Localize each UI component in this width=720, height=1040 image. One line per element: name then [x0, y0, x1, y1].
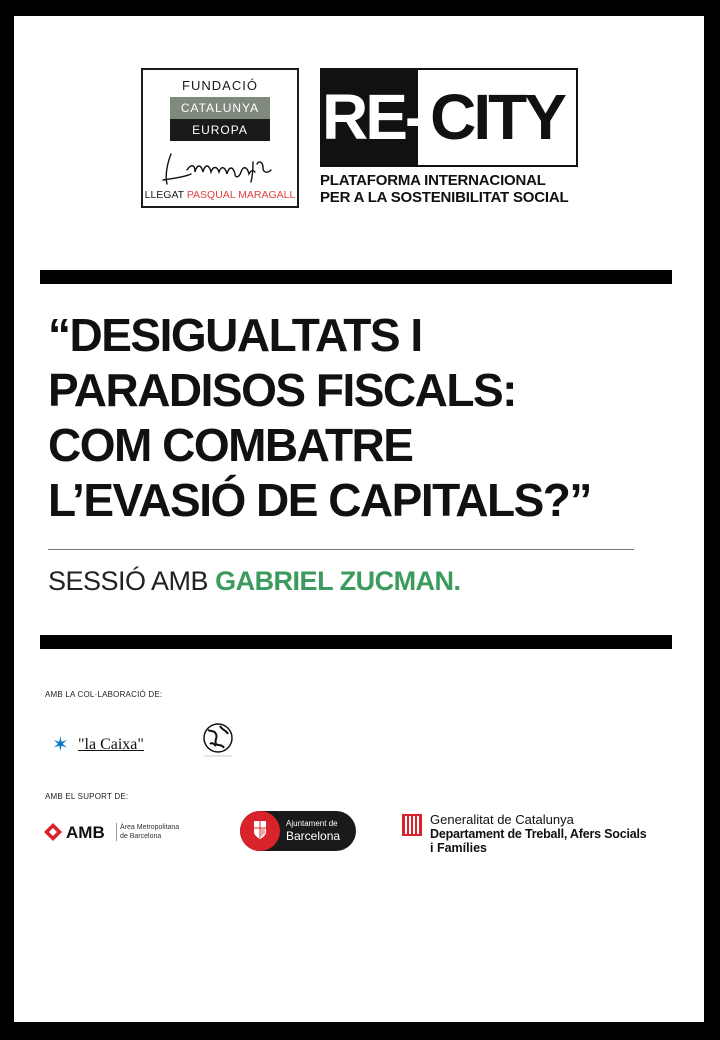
amb-separator [116, 823, 117, 841]
session-line [48, 566, 461, 597]
poster-page [14, 16, 704, 1022]
ajuntament-barcelona-logo [240, 811, 356, 851]
fce-legat-text [143, 189, 297, 201]
generalitat-flag-icon [402, 814, 422, 836]
event-title [48, 308, 678, 528]
recity-subtitle [320, 172, 590, 206]
speaker-name: GABRIEL ZUCMAN. [215, 566, 461, 596]
fce-logo-line3: EUROPA [170, 119, 270, 141]
generalitat-line2: Departament de Treball, Afers Socials [430, 827, 647, 841]
generalitat-line1: Generalitat de Catalunya [430, 812, 574, 827]
legat-name: PASQUAL MARAGALL [186, 189, 296, 201]
la-caixa-star-icon: ✶ [52, 734, 69, 756]
title-line4: L’EVASIÓ DE CAPITALS?” [48, 474, 591, 526]
amb-subtitle-line2: de Barcelona [120, 833, 162, 840]
barcelona-shield-icon [253, 820, 267, 840]
title-line2: PARADISOS FISCALS: [48, 364, 516, 416]
amb-acronym: AMB [66, 823, 105, 842]
legat-prefix: LLEGAT [144, 189, 187, 201]
recity-logo [320, 68, 578, 167]
title-line1: “DESIGUALTATS I [48, 309, 422, 361]
fundacio-catalunya-europa-logo [141, 68, 299, 208]
session-prefix: SESSIÓ AMB [48, 566, 216, 596]
recity-logo-left: RE- [322, 70, 418, 165]
recity-subtitle-line2: PER A LA SOSTENIBILITAT SOCIAL [320, 189, 569, 206]
la-caixa-logo [52, 734, 152, 756]
recity-subtitle-line1: PLATAFORMA INTERNACIONAL [320, 172, 546, 189]
fce-logo-line2: CATALUNYA [170, 97, 270, 119]
amb-logo [44, 819, 204, 845]
ajuntament-line1: Ajuntament de [286, 819, 338, 828]
top-divider-bar [40, 270, 672, 284]
support-label: AMB EL SUPORT DE: [45, 792, 129, 801]
amb-subtitle [120, 823, 179, 841]
fce-logo-line1: FUNDACIÓ [182, 78, 258, 93]
amb-subtitle-line1: Àrea Metropolitana [120, 824, 180, 831]
title-divider [48, 549, 634, 550]
collaboration-label: AMB LA COL·LABORACIÓ DE: [45, 690, 163, 699]
title-line3: COM COMBATRE [48, 419, 413, 471]
signature-icon [157, 150, 285, 188]
la-caixa-text: "la Caixa" [78, 736, 144, 753]
recity-logo-right: CITY [430, 81, 564, 153]
ajuntament-line2: Barcelona [286, 829, 341, 843]
generalitat-line3: i Famílies [430, 841, 487, 855]
amb-diamond-icon [44, 823, 62, 841]
generalitat-logo [402, 812, 692, 860]
club-of-rome-globe-icon [190, 718, 238, 766]
bottom-divider-bar [40, 635, 672, 649]
